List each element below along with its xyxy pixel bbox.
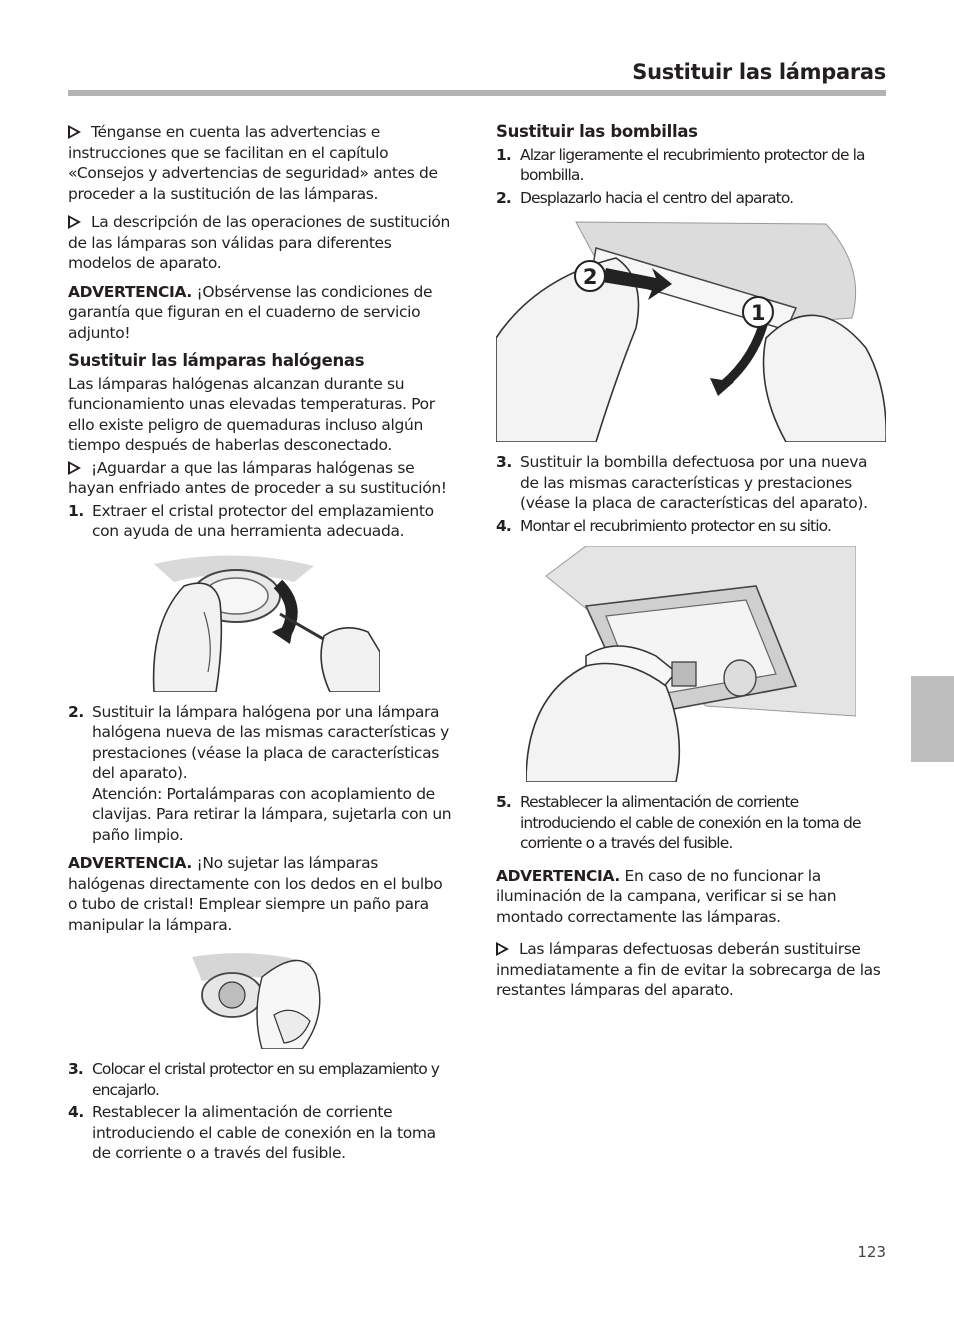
figure-label-1: 1 [750, 301, 766, 325]
list-item: 1. Alzar ligeramente el recubrimiento protector de la bombilla. [496, 145, 865, 184]
warning-1: ADVERTENCIA. ¡Obsérvense las condiciones de garantía que figuran en el cuaderno de servicio adjunto! [68, 282, 433, 342]
bulbs-heading: Sustituir las bombillas [496, 122, 698, 141]
list-item: 2. Desplazarlo hacia el centro del aparato. [496, 188, 794, 207]
bulb-replacement-illustration [526, 546, 856, 782]
halogen-cloth-illustration [192, 945, 332, 1049]
cover-removal-illustration [496, 218, 886, 442]
warning-3: ADVERTENCIA. En caso de no funcionar la iluminación de la campana, verificar si se han montado correctamente las lámparas. [496, 866, 837, 926]
list-item: 3. Colocar el cristal protector en su emplazamiento y encajarlo. [68, 1060, 440, 1099]
list-item: 3. Sustituir la bombilla defectuosa por una nueva de las mismas características y prestaciones (véase la placa de características del aparato). [496, 453, 868, 512]
left-column [68, 122, 456, 1166]
list-item: 4. Montar el recubrimiento protector en su sitio. [496, 516, 831, 535]
halogen-note: ¡Aguardar a que las lámparas halógenas se hayan enfriado antes de proceder a su sustitución! [68, 458, 447, 497]
page-title: Sustituir las lámparas [632, 60, 886, 84]
right-column [496, 122, 886, 1009]
halogen-heading: Sustituir las lámparas halógenas [68, 351, 365, 370]
triangle-bullet-icon [68, 461, 81, 475]
list-item: 4. Restablecer la alimentación de corriente introduciendo el cable de conexión en la toma de corriente o a través del fusible. [68, 1103, 436, 1162]
title-rule [68, 90, 886, 96]
triangle-bullet-icon [496, 942, 509, 956]
triangle-bullet-icon [68, 215, 81, 229]
list-item: 1. Extraer el cristal protector del emplazamiento con ayuda de una herramienta adecuada. [68, 501, 434, 540]
halogen-removal-illustration [144, 552, 380, 692]
list-item: 5. Restablecer la alimentación de corriente introduciendo el cable de conexión en la toma de corriente o a través del fusible. [496, 793, 861, 852]
list-item: 2. Sustituir la lámpara halógena por una lámpara halógena nueva de las mismas características y prestaciones (véase la placa de características del aparato). Atención: Portalámparas con acoplamiento de clavijas. Para retirar la lámpara, sujetarla con un paño limpio. [68, 702, 452, 844]
chapter-tab [911, 676, 954, 762]
note-1: Ténganse en cuenta las advertencias e instrucciones que se facilitan en el capítulo «Consejos y advertencias de seguridad» antes de proceder a la sustitución de las lámparas. [68, 123, 438, 203]
figure-label-2: 2 [582, 265, 598, 289]
triangle-bullet-icon [68, 125, 81, 139]
warning-2: ADVERTENCIA. ¡No sujetar las lámparas halógenas directamente con los dedos en el bulbo o tubo de cristal! Emplear siempre un paño para manipular la lámpara. [68, 854, 443, 934]
note-3: Las lámparas defectuosas deberán sustituirse inmediatamente a fin de evitar la sobrecarga de las restantes lámparas del aparato. [496, 940, 881, 999]
note-2: La descripción de las operaciones de sustitución de las lámparas son válidas para diferentes modelos de aparato. [68, 213, 451, 272]
halogen-intro: Las lámparas halógenas alcanzan durante su funcionamiento unas elevadas temperaturas. Por ello existe peligro de quemaduras incluso algún tiempo después de haberlas desconectado. [68, 374, 435, 454]
page-number: 123 [857, 1243, 886, 1261]
